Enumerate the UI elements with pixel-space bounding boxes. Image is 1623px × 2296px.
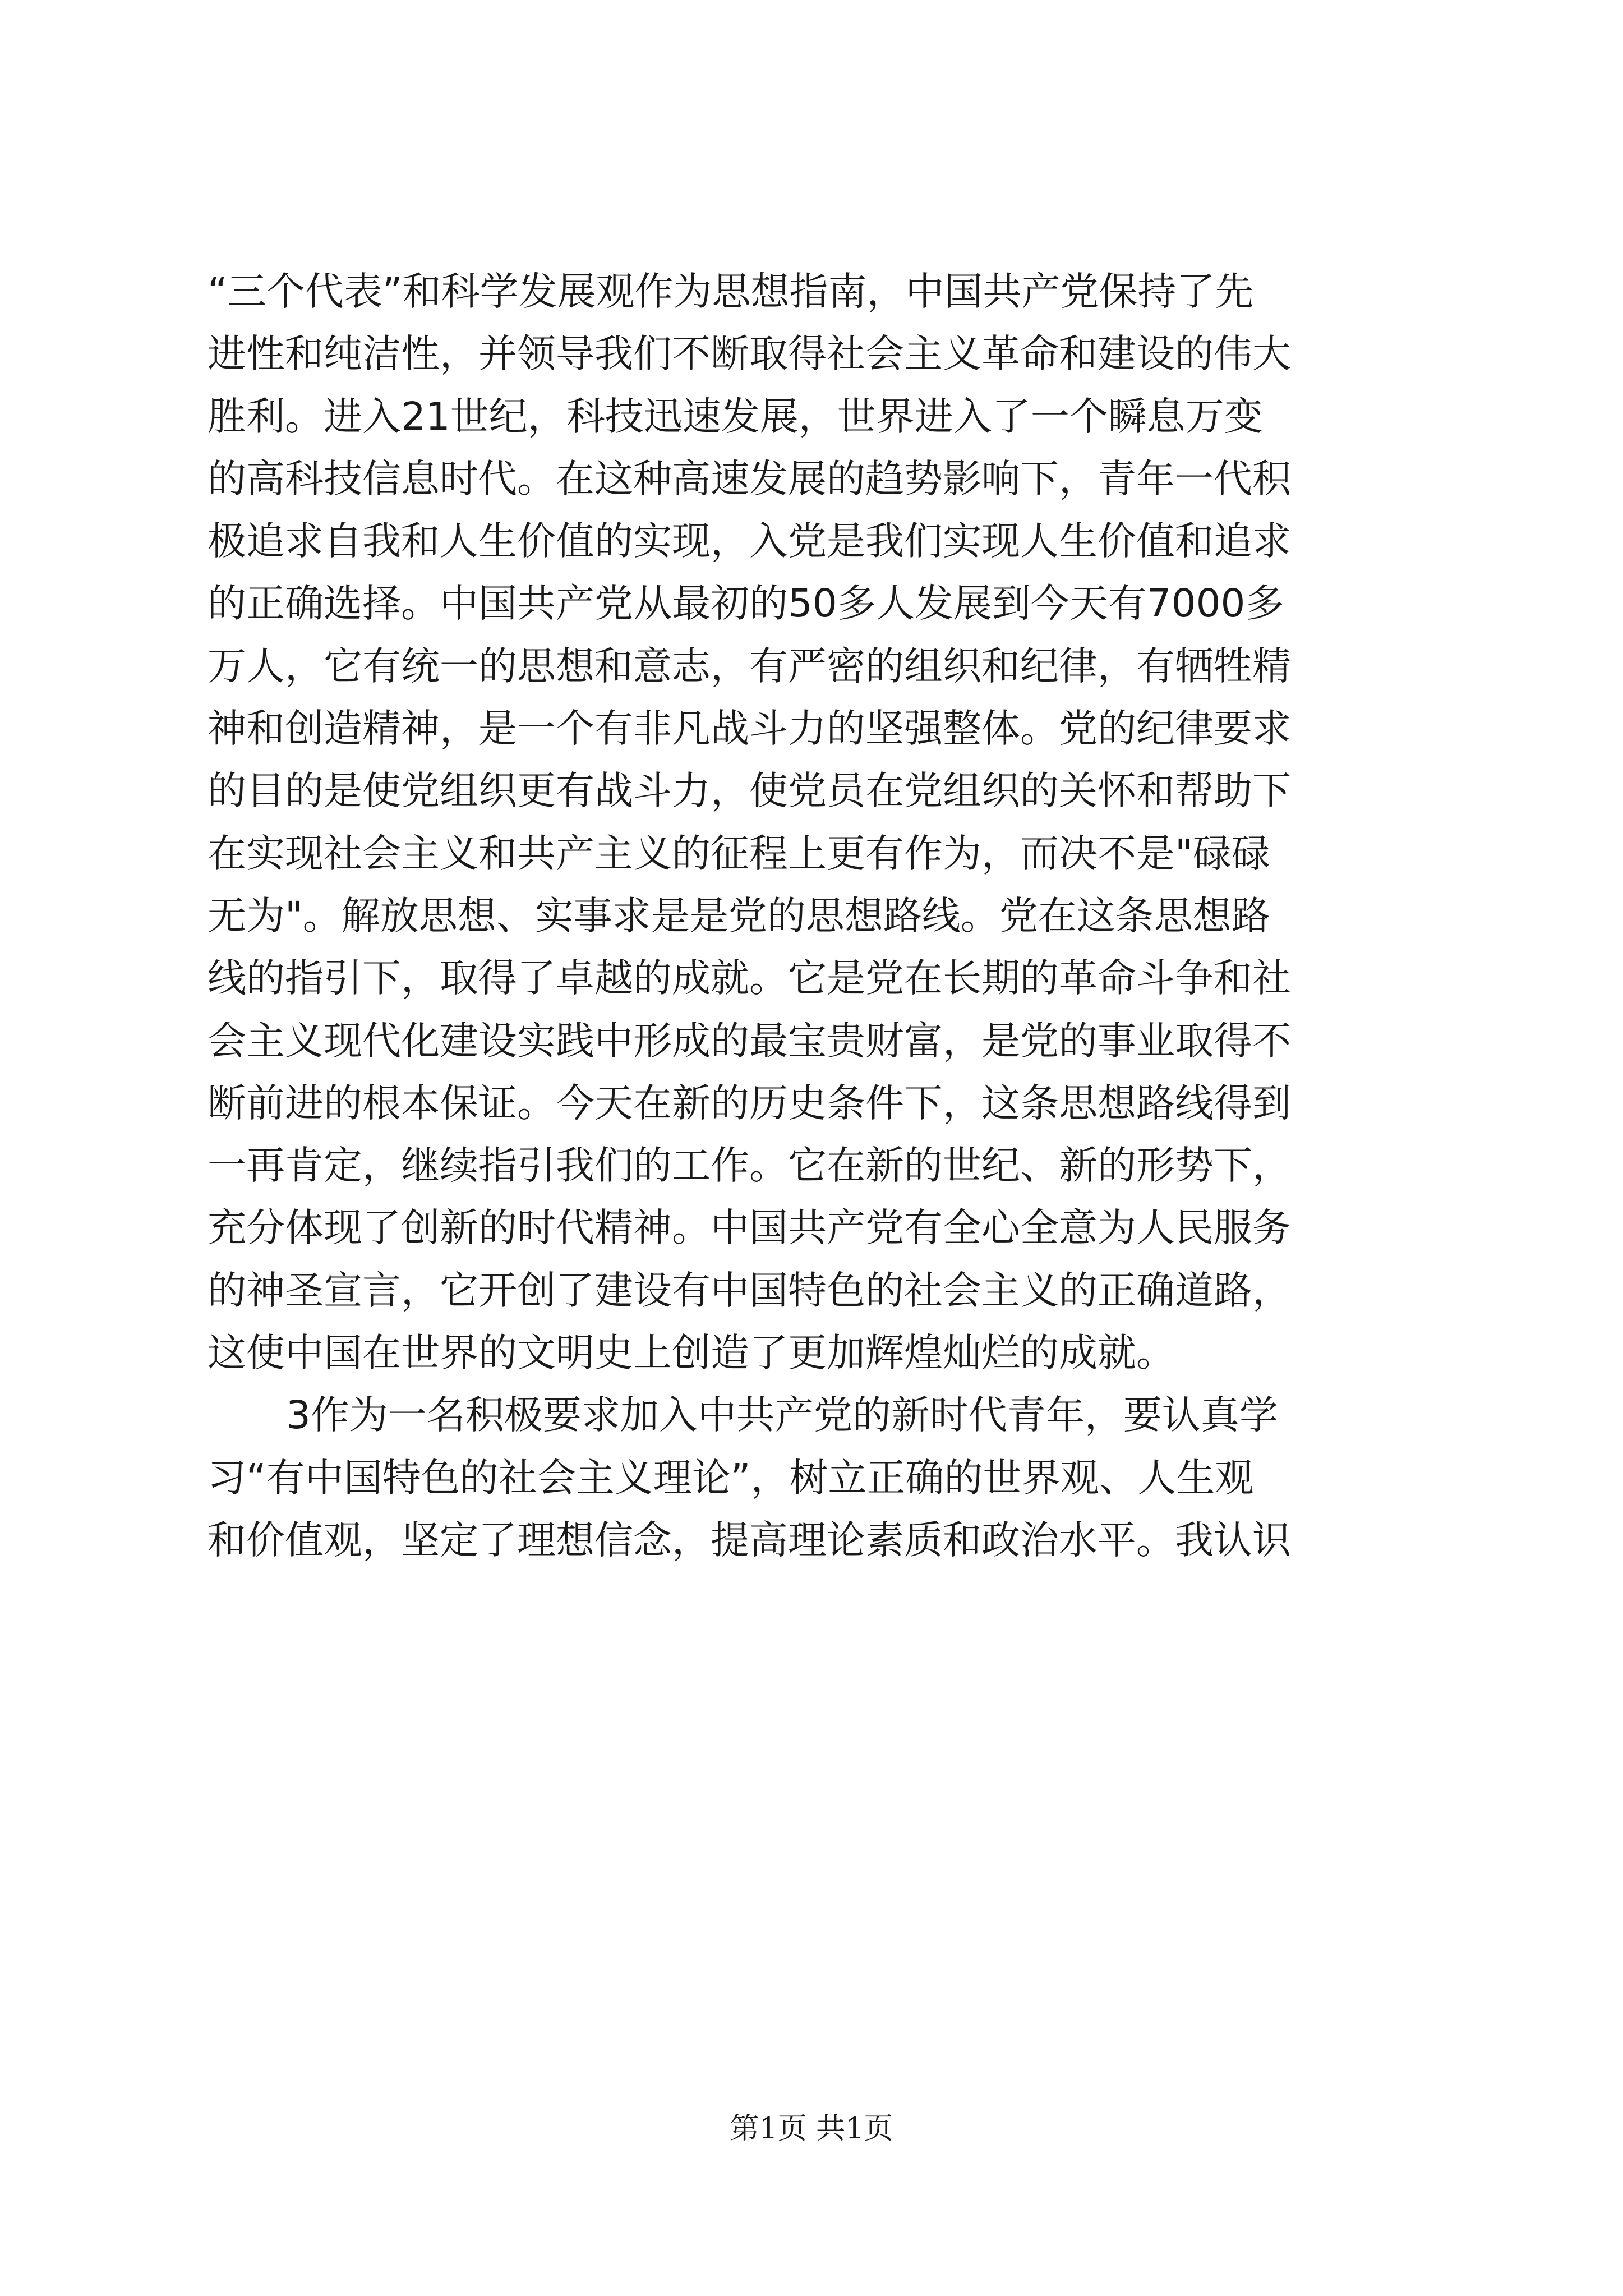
text-line: 会主义现代化建设实践中形成的最宝贵财富，是党的事业取得不 xyxy=(208,1018,1291,1064)
text-line: 的目的是使党组织更有战斗力，使党员在党组织的关怀和帮助下 xyxy=(208,769,1291,814)
text-line: 断前进的根本保证。今天在新的历史条件下，这条思想路线得到 xyxy=(208,1080,1291,1126)
text-line: 习“有中国特色的社会主义理论”，树立正确的世界观、人生观 xyxy=(208,1455,1254,1501)
text-line: 3作为一名积极要求加入中共产党的新时代青年，要认真学 xyxy=(286,1393,1278,1438)
paragraph-2 xyxy=(208,1384,1413,1572)
text-line: 的正确选择。中国共产党从最初的50多人发展到今天有7000多 xyxy=(208,581,1284,627)
text-line: 和价值观，坚定了理想信念，提高理论素质和政治水平。我认识 xyxy=(208,1517,1291,1563)
text-line: 这使中国在世界的文明史上创造了更加辉煌灿烂的成就。 xyxy=(208,1331,1175,1376)
text-line: 无为"。解放思想、实事求是是党的思想路线。党在这条思想路 xyxy=(208,893,1270,938)
text-line: “三个代表”和科学发展观作为思想指南，中国共产党保持了先 xyxy=(208,269,1254,314)
page-footer xyxy=(0,2109,1623,2148)
body-text xyxy=(208,261,1413,1572)
text-line: 万人，它有统一的思想和意志，有严密的组织和纪律，有牺牲精 xyxy=(208,643,1291,689)
text-line: 在实现社会主义和共产主义的征程上更有作为，而决不是"碌碌 xyxy=(208,831,1270,876)
text-line: 线的指引下，取得了卓越的成就。它是党在长期的革命斗争和社 xyxy=(208,956,1291,1001)
paragraph-1 xyxy=(208,261,1413,1384)
text-line: 进性和纯洁性，并领导我们不断取得社会主义革命和建设的伟大 xyxy=(208,332,1291,377)
text-line: 的高科技信息时代。在这种高速发展的趋势影响下，青年一代积 xyxy=(208,456,1291,501)
text-line: 充分体现了创新的时代精神。中国共产党有全心全意为人民服务 xyxy=(208,1205,1291,1251)
text-line: 胜利。进入21世纪，科技迅速发展，世界进入了一个瞬息万变 xyxy=(208,394,1263,439)
page-number-label: 第1页 共1页 xyxy=(730,2112,893,2146)
text-line: 的神圣宣言，它开创了建设有中国特色的社会主义的正确道路， xyxy=(208,1268,1291,1313)
text-line: 极追求自我和人生价值的实现，入党是我们实现人生价值和追求 xyxy=(208,519,1291,564)
text-line: 一再肯定，继续指引我们的工作。它在新的世纪、新的形势下， xyxy=(208,1143,1291,1189)
text-line: 神和创造精神，是一个有非凡战斗力的坚强整体。党的纪律要求 xyxy=(208,706,1291,752)
